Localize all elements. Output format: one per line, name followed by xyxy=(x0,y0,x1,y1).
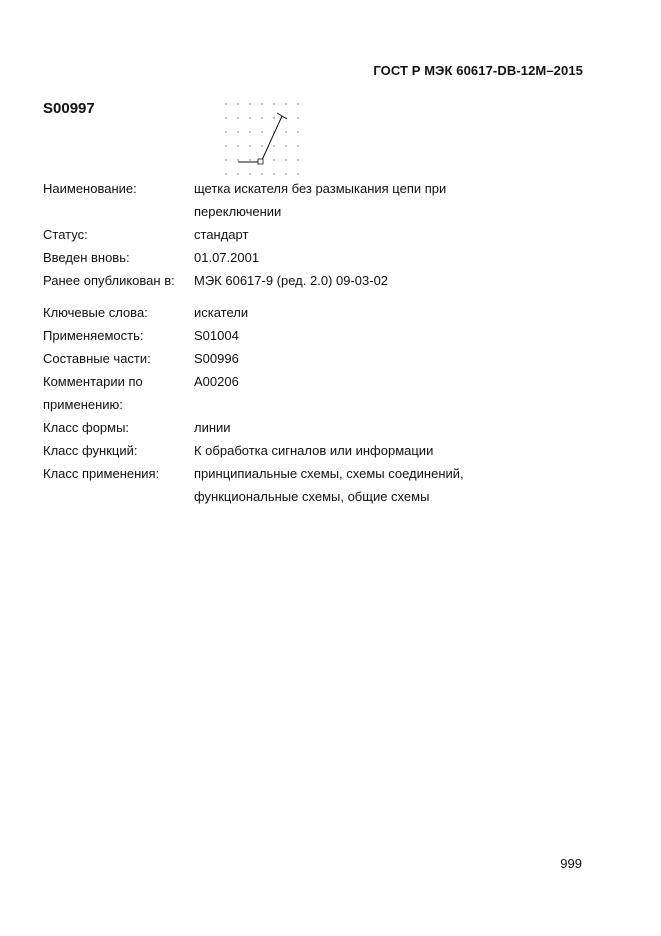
field-applicability-label: Применяемость: xyxy=(43,328,144,343)
field-application-class xyxy=(43,462,603,508)
grid-dot xyxy=(225,117,226,118)
grid-dot xyxy=(273,159,274,160)
grid-dot xyxy=(261,145,262,146)
grid-dot xyxy=(249,117,250,118)
grid-dot xyxy=(237,145,238,146)
field-introduced-label: Введен вновь: xyxy=(43,250,130,265)
selector-brush-make-before-break-icon xyxy=(222,100,304,178)
field-components xyxy=(43,347,603,370)
grid-dot xyxy=(273,103,274,104)
field-form-class xyxy=(43,416,603,439)
grid-dot xyxy=(297,117,298,118)
grid-dot xyxy=(261,173,262,174)
field-keywords-value: искатели xyxy=(194,305,249,320)
field-introduced xyxy=(43,246,603,269)
field-status-value: стандарт xyxy=(194,227,249,242)
grid-dot xyxy=(237,131,238,132)
grid-dot xyxy=(297,159,298,160)
standard-header: ГОСТ Р МЭК 60617-DB-12M–2015 xyxy=(373,63,583,78)
grid-dot xyxy=(225,145,226,146)
grid-dot xyxy=(261,131,262,132)
grid-dot xyxy=(249,173,250,174)
page-number: 999 xyxy=(560,856,582,871)
grid-dot xyxy=(297,131,298,132)
field-keywords xyxy=(43,301,603,324)
field-application-class-value-line1: принципиальные схемы, схемы соединений, xyxy=(194,466,464,481)
field-introduced-value: 01.07.2001 xyxy=(194,250,260,265)
grid-dot xyxy=(249,159,250,160)
grid-dot xyxy=(285,131,286,132)
field-name-value-line2: переключении xyxy=(194,204,282,219)
field-previously-published-value: МЭК 60617-9 (ред. 2.0) 09-03-02 xyxy=(194,273,389,288)
grid-dot xyxy=(297,173,298,174)
field-application-comments-value: A00206 xyxy=(194,374,239,389)
field-status xyxy=(43,223,603,246)
field-keywords-label: Ключевые слова: xyxy=(43,305,148,320)
grid-dot xyxy=(285,159,286,160)
grid-dot xyxy=(225,173,226,174)
grid-dot xyxy=(273,173,274,174)
grid-dot xyxy=(225,159,226,160)
field-components-label: Составные части: xyxy=(43,351,151,366)
field-application-class-value-line2: функциональные схемы, общие схемы xyxy=(194,489,430,504)
grid-dot xyxy=(249,103,250,104)
grid-dot xyxy=(297,103,298,104)
field-name-value-line1: щетка искателя без размыкания цепи при xyxy=(194,181,447,196)
field-applicability xyxy=(43,324,603,347)
grid-dot xyxy=(285,173,286,174)
field-components-value: S00996 xyxy=(194,351,239,366)
field-name xyxy=(43,177,603,223)
grid-dot xyxy=(273,117,274,118)
field-name-label: Наименование: xyxy=(43,181,137,196)
grid-dot xyxy=(225,103,226,104)
field-applicability-value: S01004 xyxy=(194,328,239,343)
field-previously-published xyxy=(43,269,603,292)
symbol-code: S00997 xyxy=(43,100,95,117)
field-form-class-label: Класс формы: xyxy=(43,420,130,435)
grid-dot xyxy=(237,173,238,174)
grid-dot xyxy=(237,103,238,104)
grid-dot xyxy=(261,117,262,118)
grid-dot xyxy=(297,145,298,146)
field-previously-published-label: Ранее опубликован в: xyxy=(43,273,175,288)
grid-dot xyxy=(285,103,286,104)
grid-dot xyxy=(225,131,226,132)
field-application-comments-label-line2: применению: xyxy=(43,397,123,412)
grid-dot xyxy=(249,145,250,146)
field-application-comments-label-line1: Комментарии по xyxy=(43,374,143,389)
field-function-class-value: К обработка сигналов или информации xyxy=(194,443,434,458)
field-form-class-value: линии xyxy=(194,420,231,435)
grid-dot xyxy=(261,103,262,104)
grid-dot xyxy=(285,145,286,146)
field-function-class xyxy=(43,439,603,462)
field-application-class-label: Класс применения: xyxy=(43,466,160,481)
grid-dot xyxy=(237,159,238,160)
field-status-label: Статус: xyxy=(43,227,88,242)
grid-dot xyxy=(249,131,250,132)
grid-dot xyxy=(237,117,238,118)
field-function-class-label: Класс функций: xyxy=(43,443,138,458)
grid-dot xyxy=(273,145,274,146)
field-application-comments xyxy=(43,370,603,416)
